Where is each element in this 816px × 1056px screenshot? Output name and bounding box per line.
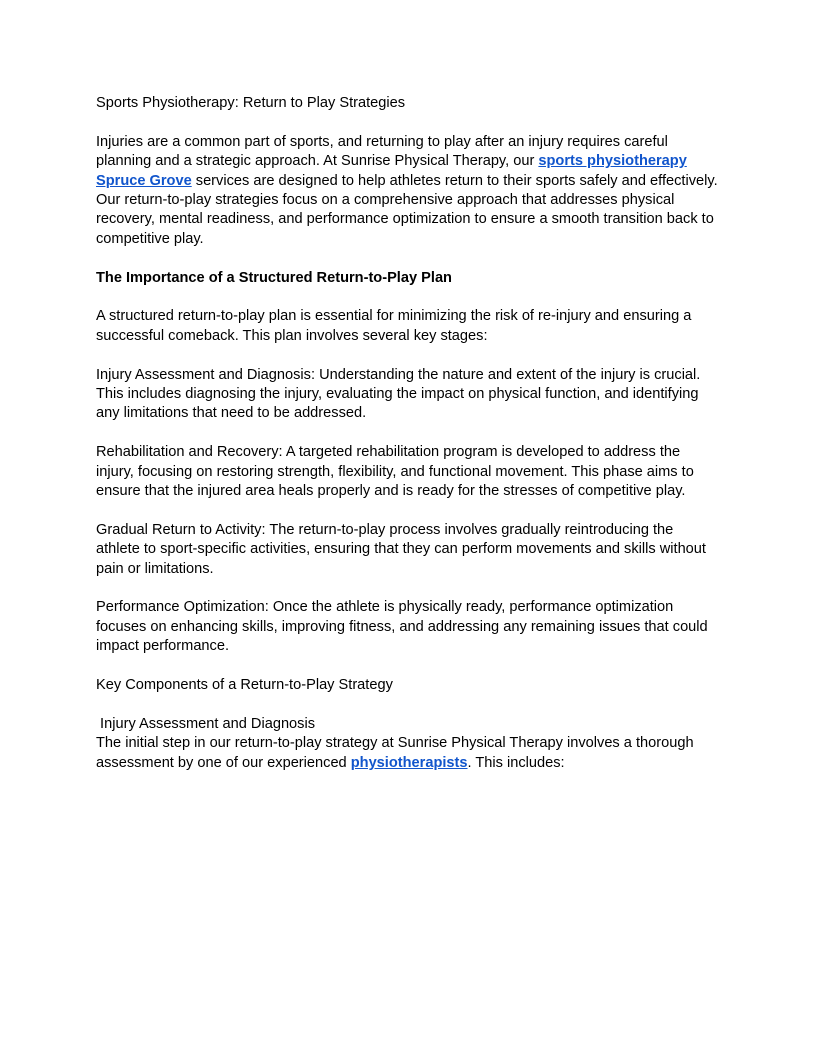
stage-gradual-return: Gradual Return to Activity: The return-to-play process involves gradually reintroducing the athlete to sport-specific activities, ensuring that they can perform movements and skills without pain or limitations. xyxy=(96,521,706,577)
stage-performance-optimization: Performance Optimization: Once the athlete is physically ready, performance optimization focuses on enhancing skills, improving fitness, and addressing any remaining issues that could impact performance. xyxy=(96,599,708,655)
section-heading-key-components: Key Components of a Return-to-Play Strategy xyxy=(96,677,393,694)
physiotherapists-link[interactable]: physiotherapists xyxy=(350,754,468,771)
intro-paragraph xyxy=(96,133,720,249)
document-title: Sports Physiotherapy: Return to Play Strategies xyxy=(96,95,406,111)
assessment-text-start: The initial step in our return-to-play strategy at Sunrise Physical Therapy involves a thorough assessment by one of our experienced xyxy=(96,735,694,771)
stage-injury-assessment: Injury Assessment and Diagnosis: Understanding the nature and extent of the injury is crucial. This includes diagnosing the injury, evaluating the impact on physical function, and identifying any limitations that need to be addressed. xyxy=(96,366,701,422)
section-intro-paragraph: A structured return-to-play plan is essential for minimizing the risk of re-injury and ensuring a successful comeback. This plan involves several key stages: xyxy=(96,308,692,344)
document-page xyxy=(96,94,720,792)
intro-text-start: Injuries are a common part of sports, and returning to play after an injury requires careful planning and a strategic approach. At Sunrise Physical Therapy, our xyxy=(96,133,668,170)
assessment-text-end: . This includes: xyxy=(467,754,565,771)
intro-text-end: services are designed to help athletes return to their sports safely and effectively. Our return-to-play strategies focus on a comprehensive approach that addresses physical recovery, mental readiness, and performance optimization to ensure a smooth transition back to competitive play. xyxy=(96,172,718,247)
stage-rehabilitation: Rehabilitation and Recovery: A targeted rehabilitation program is developed to address the injury, focusing on restoring strength, flexibility, and functional movement. This phase aims to ensure that the injured area heals properly and is ready for the stresses of competitive play. xyxy=(96,444,694,500)
sports-physiotherapy-link[interactable]: sports physiotherapy Spruce Grove xyxy=(96,153,687,189)
subheading-injury-assessment: Injury Assessment and Diagnosis xyxy=(96,715,316,732)
assessment-paragraph xyxy=(96,734,720,773)
section-heading-structured-plan: The Importance of a Structured Return-to-Play Plan xyxy=(96,269,452,286)
